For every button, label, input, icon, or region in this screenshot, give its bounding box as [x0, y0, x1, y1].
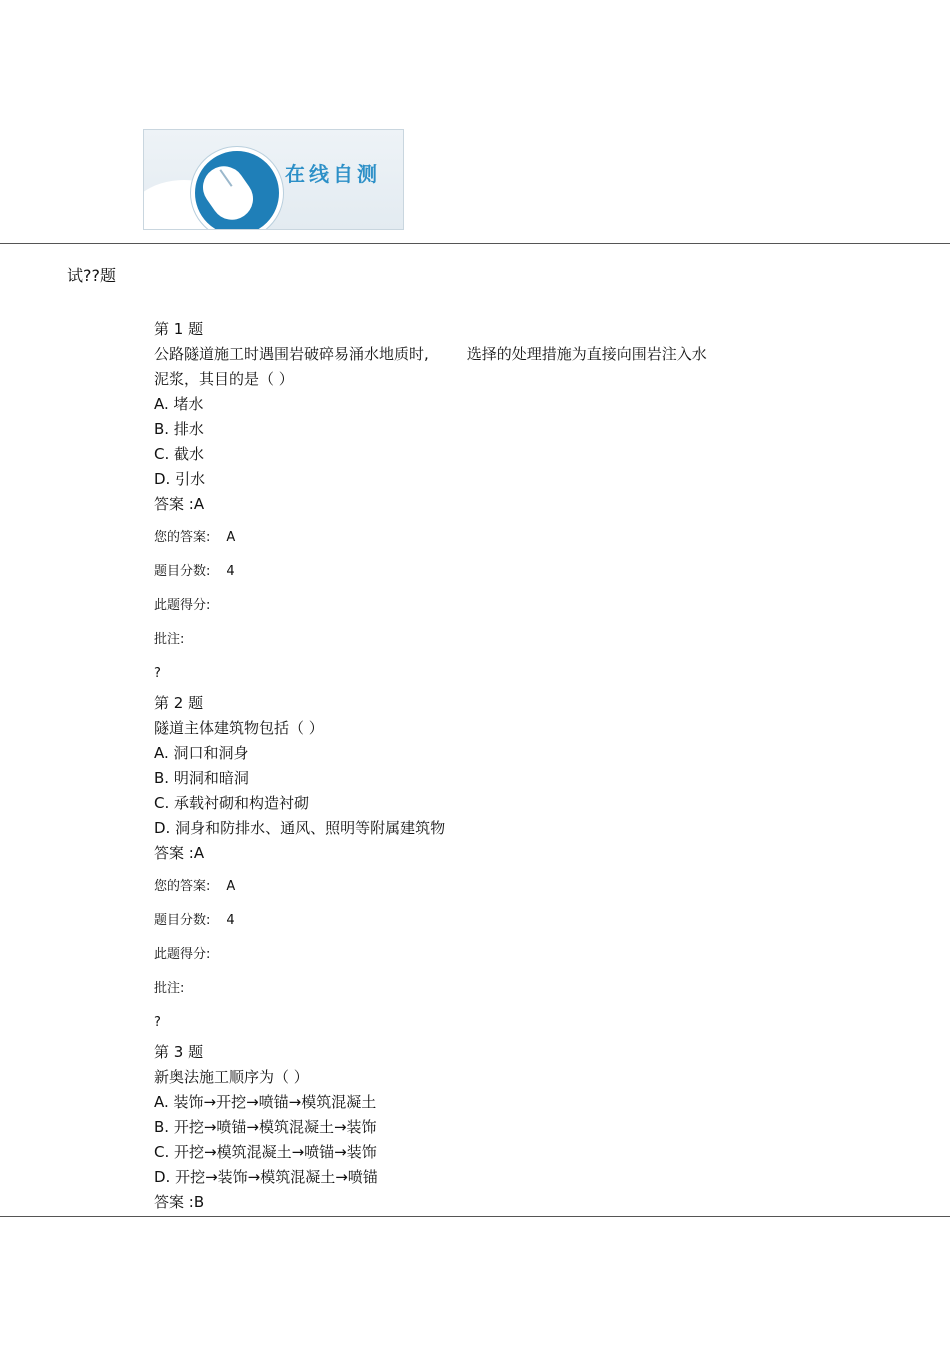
question-separator: ? [154, 666, 161, 681]
option-a: A. 洞口和洞身 [154, 744, 249, 762]
option-a: A. 堵水 [154, 395, 204, 413]
earned-label: 此题得分: [154, 598, 211, 613]
earned-row [154, 938, 874, 972]
option-c: C. 截水 [154, 445, 205, 463]
question-title: 第 2 题 [154, 694, 204, 712]
option-d: D. 开挖→装饰→模筑混凝土→喷锚 [154, 1168, 378, 1186]
your-answer-label: 您的答案: [154, 879, 211, 894]
page-heading: 试??题 [67, 266, 116, 285]
your-answer-row [154, 870, 874, 904]
option-a: A. 装饰→开挖→喷锚→模筑混凝土 [154, 1093, 377, 1111]
question-title: 第 3 题 [154, 1043, 204, 1061]
score-value: 4 [226, 564, 235, 579]
score-value: 4 [226, 913, 235, 928]
correct-answer: 答案 :A [154, 495, 205, 513]
question-list [154, 317, 874, 1215]
question-text-part-2: 选择的处理措施为直接向围岩注入水 [466, 345, 707, 363]
option-b: B. 开挖→喷锚→模筑混凝土→装饰 [154, 1118, 377, 1136]
question-text [154, 342, 874, 392]
comment-row [154, 972, 874, 1006]
question-text-line-2: 泥浆，其目的是（ ） [154, 370, 294, 388]
question-title: 第 1 题 [154, 320, 204, 338]
option-d: D. 洞身和防排水、通风、照明等附属建筑物 [154, 819, 446, 837]
top-divider [0, 243, 950, 244]
earned-label: 此题得分: [154, 947, 211, 962]
online-self-test-banner [143, 129, 404, 230]
option-c: C. 承载衬砌和构造衬砌 [154, 794, 310, 812]
score-label: 题目分数: [154, 913, 211, 928]
question-2 [154, 691, 874, 1040]
question-separator: ? [154, 1015, 161, 1030]
comment-label: 批注: [154, 632, 185, 647]
correct-answer: 答案 :A [154, 844, 205, 862]
question-text: 新奥法施工顺序为（ ） [154, 1068, 309, 1086]
score-row [154, 555, 874, 589]
correct-answer: 答案 :B [154, 1193, 205, 1211]
your-answer-label: 您的答案: [154, 530, 211, 545]
earned-row [154, 589, 874, 623]
question-text-part-1: 公路隧道施工时遇围岩破碎易涌水地质时, [154, 345, 429, 363]
question-3 [154, 1040, 874, 1215]
your-answer-value: A [226, 530, 236, 545]
option-b: B. 明洞和暗洞 [154, 769, 249, 787]
comment-row [154, 623, 874, 657]
your-answer-row [154, 521, 874, 555]
score-row [154, 904, 874, 938]
your-answer-value: A [226, 879, 236, 894]
score-label: 题目分数: [154, 564, 211, 579]
question-1 [154, 317, 874, 691]
question-text: 隧道主体建筑物包括（ ） [154, 719, 324, 737]
comment-label: 批注: [154, 981, 185, 996]
bottom-divider [0, 1216, 950, 1217]
option-b: B. 排水 [154, 420, 204, 438]
option-c: C. 开挖→模筑混凝土→喷锚→装饰 [154, 1143, 377, 1161]
banner-title: 在线自测 [285, 162, 381, 186]
option-d: D. 引水 [154, 470, 206, 488]
